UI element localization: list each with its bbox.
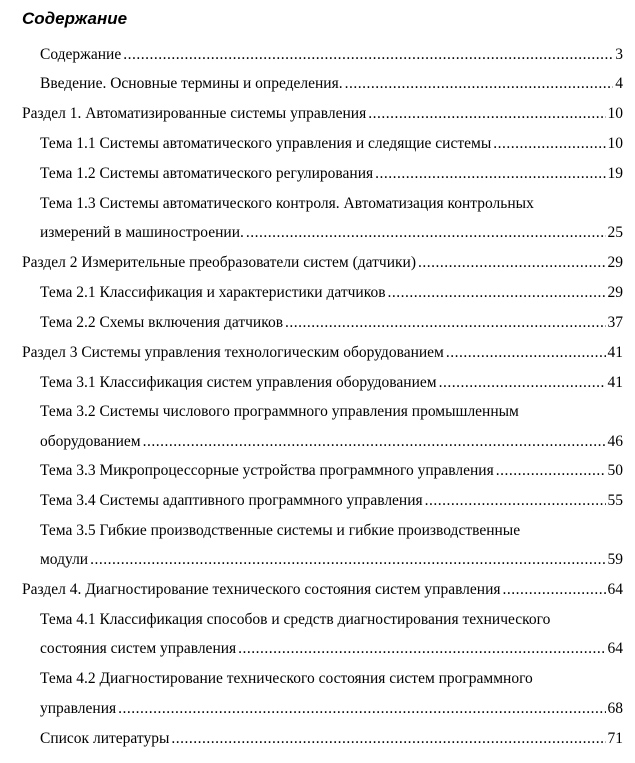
toc-entry[interactable] xyxy=(40,431,623,453)
toc-entry-text: Раздел 1. Автоматизированные системы управления xyxy=(22,105,367,122)
toc-entry-page: 29 xyxy=(607,254,623,271)
toc-entry[interactable] xyxy=(22,579,623,601)
toc-leader-dots xyxy=(118,698,605,720)
toc-entry-page: 29 xyxy=(607,284,623,301)
toc-entry-page: 64 xyxy=(607,640,623,657)
toc-entry-page: 68 xyxy=(607,700,623,717)
toc-leader-dots xyxy=(388,282,606,304)
toc-leader-dots xyxy=(285,312,605,334)
toc-entry[interactable] xyxy=(40,372,623,394)
toc-entry-text: управления xyxy=(40,700,117,717)
toc-entry[interactable] xyxy=(22,342,623,364)
toc-entry[interactable] xyxy=(40,490,623,512)
toc-entry-text: Тема 1.1 Системы автоматического управления и следящие системы xyxy=(40,135,492,152)
toc-entry[interactable] xyxy=(40,698,623,720)
toc-entry-text: Тема 1.2 Системы автоматического регулирования xyxy=(40,165,374,182)
toc-entry-text: Введение. Основные термины и определения. xyxy=(40,75,343,92)
toc-leader-dots xyxy=(375,163,605,185)
toc-leader-dots xyxy=(171,728,605,750)
toc-entry-text: Тема 3.3 Микропроцессорные устройства программного управления xyxy=(40,462,494,479)
toc-entry-text: Тема 3.1 Классификация систем управления оборудованием xyxy=(40,374,437,391)
toc-entry-page: 46 xyxy=(607,433,623,450)
toc-entry-page: 50 xyxy=(607,462,623,479)
toc-entry-page: 41 xyxy=(607,344,623,361)
toc-leader-dots xyxy=(496,460,606,482)
toc-leader-dots xyxy=(238,638,605,660)
toc-entry[interactable] xyxy=(40,728,623,750)
toc-entry-page: 3 xyxy=(615,46,623,63)
toc-entry-page: 10 xyxy=(607,135,623,152)
toc-leader-dots xyxy=(246,222,606,244)
toc-leader-dots xyxy=(90,549,605,571)
toc-entry-page: 41 xyxy=(607,374,623,391)
toc-entry-text: Тема 2.2 Схемы включения датчиков xyxy=(40,314,284,331)
toc-entry[interactable] xyxy=(40,549,623,571)
toc-entry-text-line1[interactable]: Тема 1.3 Системы автоматического контроля. Автоматизация контрольных xyxy=(40,195,534,212)
toc-entry-page: 64 xyxy=(607,581,623,598)
toc-entry[interactable] xyxy=(22,103,623,125)
toc-entry-text: Список литературы xyxy=(40,730,170,747)
toc-entry-text: Тема 3.4 Системы адаптивного программного управления xyxy=(40,492,423,509)
toc-entry[interactable] xyxy=(40,638,623,660)
toc-entry-text-line1[interactable]: Тема 4.2 Диагностирование технического состояния систем программного xyxy=(40,670,533,687)
toc-leader-dots xyxy=(418,252,606,274)
toc-entry[interactable] xyxy=(40,163,623,185)
toc-entry-text-line1[interactable]: Тема 4.1 Классификация способов и средств диагностирования технического xyxy=(40,611,551,628)
toc-entry-page: 59 xyxy=(607,551,623,568)
toc-leader-dots xyxy=(143,431,606,453)
toc-entry-text: Раздел 4. Диагностирование технического состояния систем управления xyxy=(22,581,501,598)
toc-entry[interactable] xyxy=(40,222,623,244)
toc-leader-dots xyxy=(425,490,606,512)
toc-entry-text: оборудованием xyxy=(40,433,141,450)
toc-leader-dots xyxy=(345,73,614,95)
toc-entry-page: 10 xyxy=(607,105,623,122)
toc-entry-page: 55 xyxy=(607,492,623,509)
toc-entry-page: 71 xyxy=(607,730,623,747)
toc-leader-dots xyxy=(503,579,606,601)
toc-entry-text-line1[interactable]: Тема 3.2 Системы числового программного управления промышленным xyxy=(40,403,519,420)
toc-entry-text: Тема 2.1 Классификация и характеристики датчиков xyxy=(40,284,386,301)
toc-entry[interactable] xyxy=(22,252,623,274)
toc-entry[interactable] xyxy=(40,133,623,155)
toc-entry[interactable] xyxy=(40,73,623,95)
toc-entry[interactable] xyxy=(40,44,623,66)
toc-entry[interactable] xyxy=(40,460,623,482)
toc-leader-dots xyxy=(123,44,613,66)
toc-leader-dots xyxy=(439,372,606,394)
toc-entry[interactable] xyxy=(40,312,623,334)
toc-entry-page: 25 xyxy=(607,224,623,241)
toc-leader-dots xyxy=(446,342,606,364)
toc-entry-text: Содержание xyxy=(40,46,122,63)
toc-leader-dots xyxy=(368,103,605,125)
toc-entry-page: 4 xyxy=(615,75,623,92)
toc-title: Содержание xyxy=(22,9,128,28)
toc-entry-text: измерений в машиностроении. xyxy=(40,224,244,241)
toc-entry-text: модули xyxy=(40,551,89,568)
toc-entry-text: Раздел 3 Системы управления технологическим оборудованием xyxy=(22,344,444,361)
toc-entry-page: 19 xyxy=(607,165,623,182)
toc-entry-text: Раздел 2 Измерительные преобразователи систем (датчики) xyxy=(22,254,416,271)
toc-entry-text-line1[interactable]: Тема 3.5 Гибкие производственные системы и гибкие производственные xyxy=(40,522,521,539)
toc-entry-page: 37 xyxy=(607,314,623,331)
toc-leader-dots xyxy=(493,133,605,155)
toc-entry[interactable] xyxy=(40,282,623,304)
toc-entry-text: состояния систем управления xyxy=(40,640,237,657)
